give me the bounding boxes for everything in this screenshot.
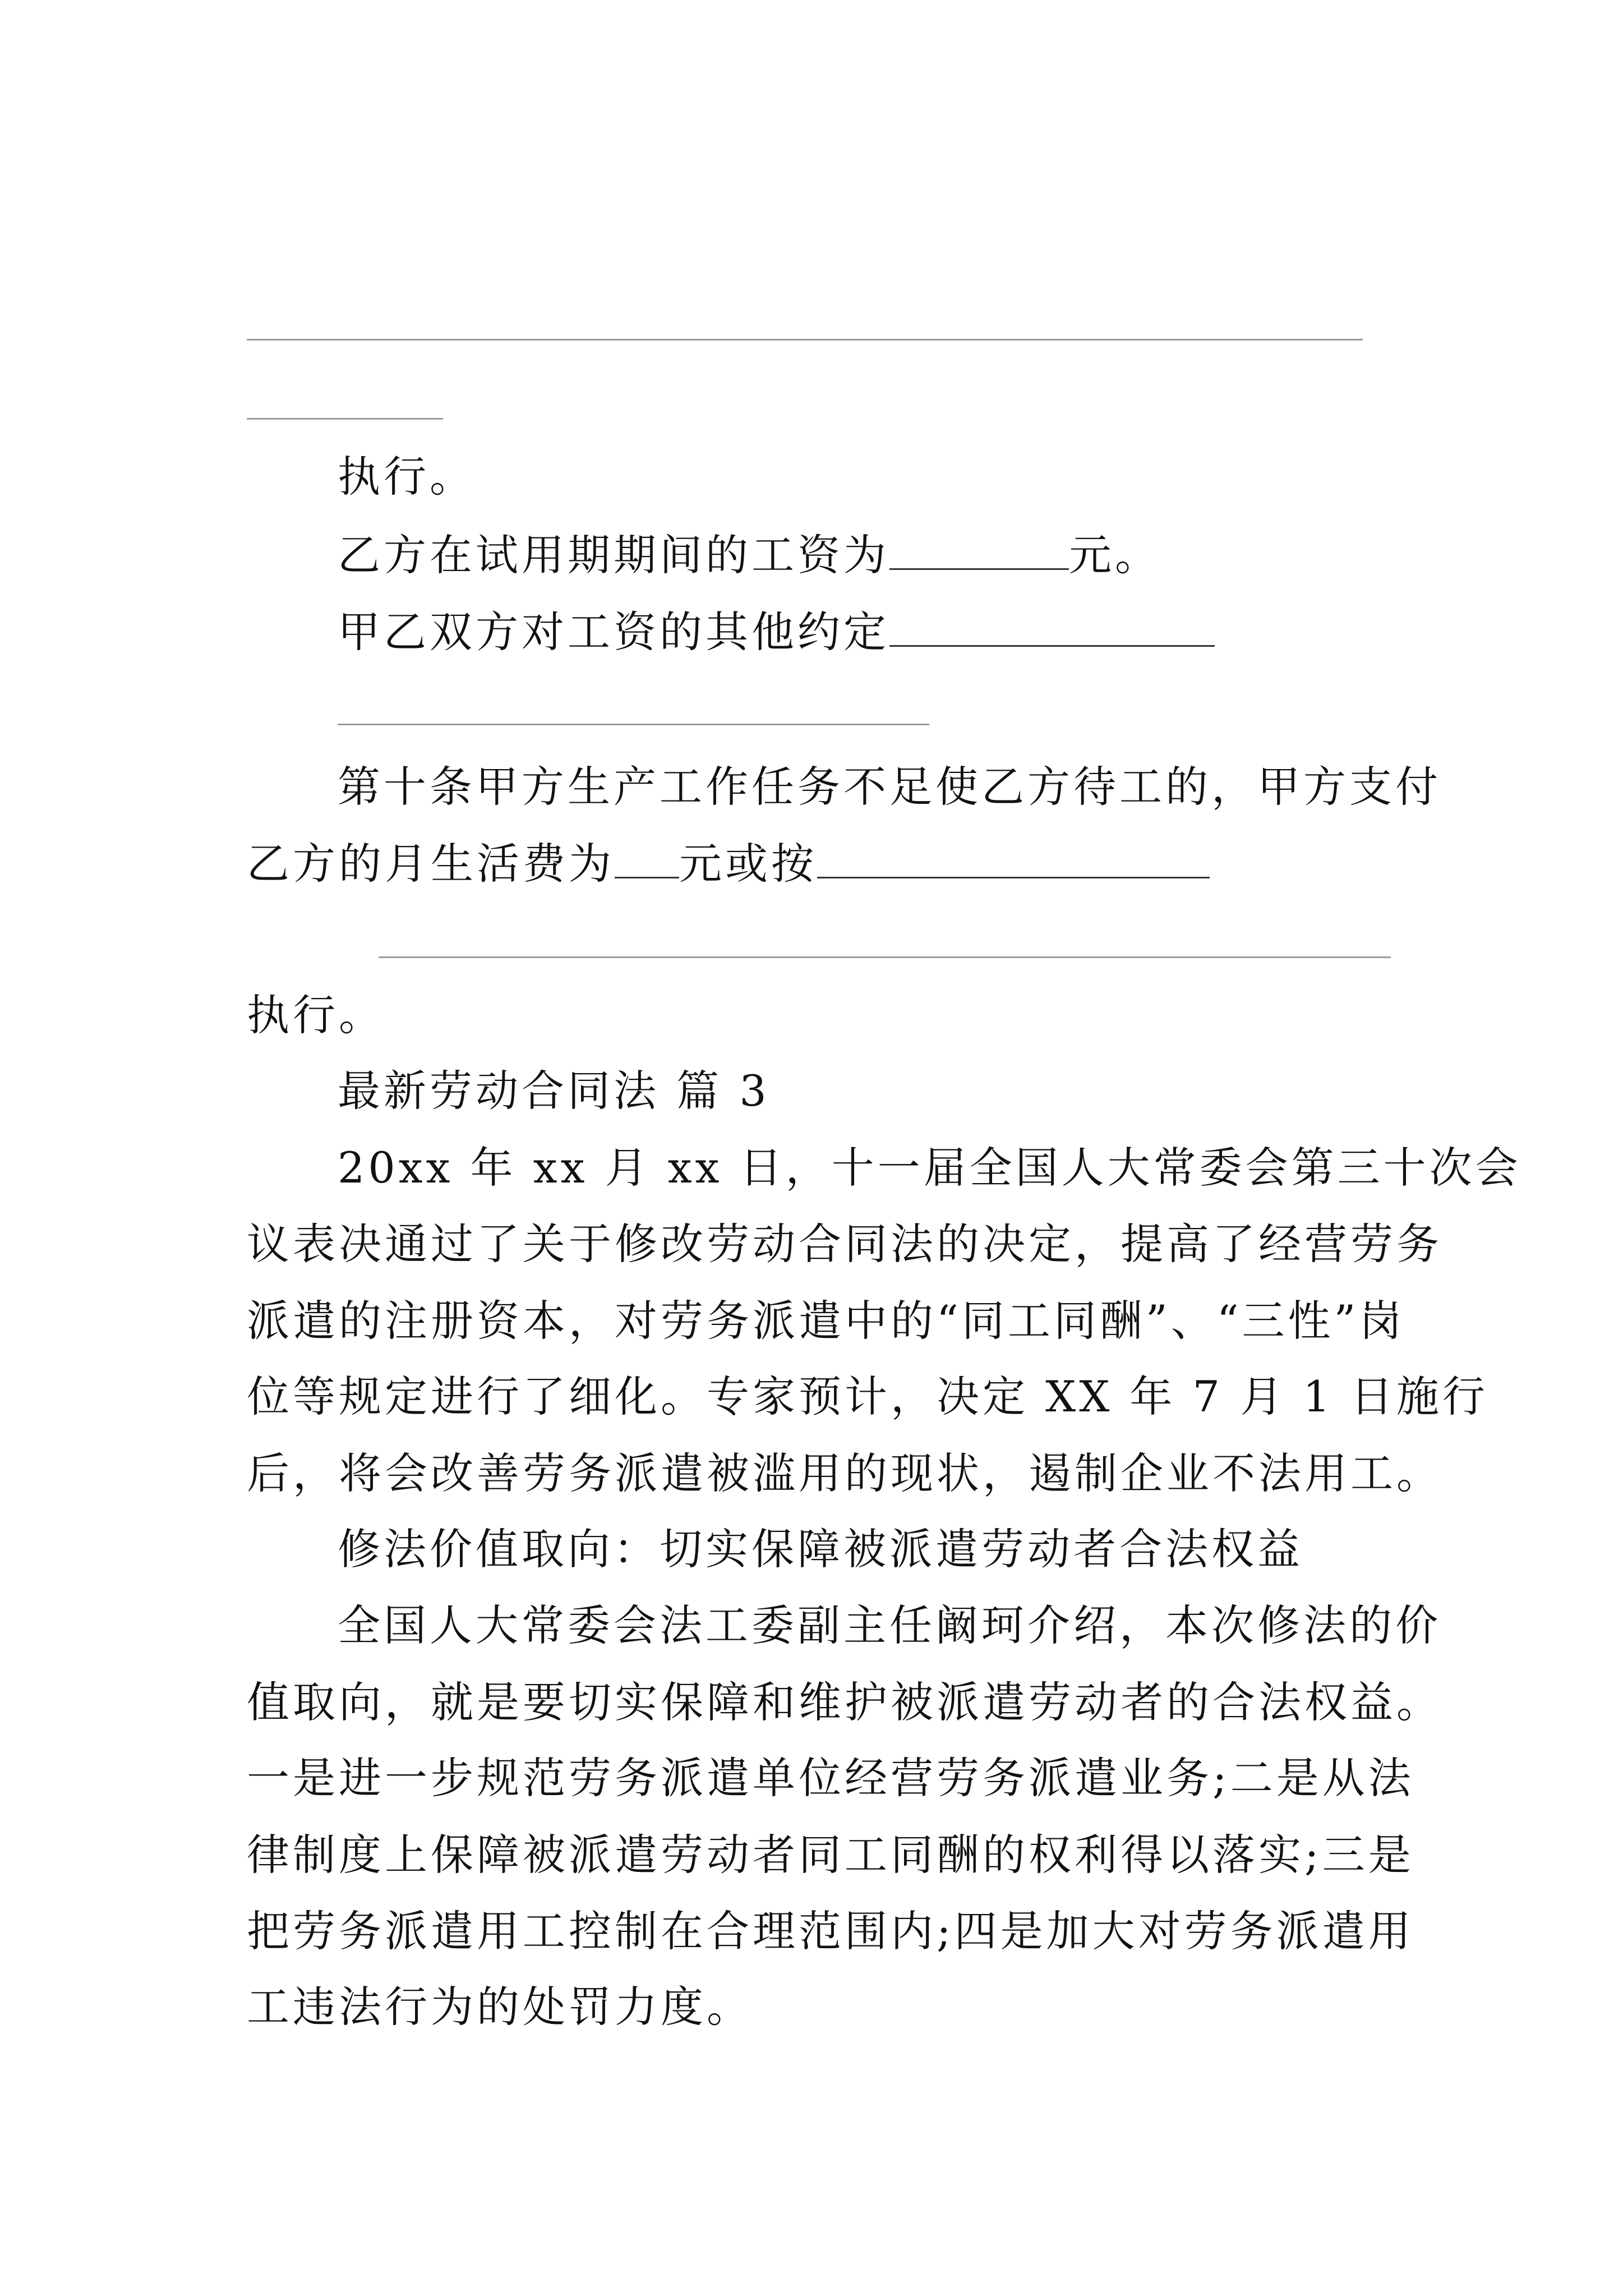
para2-line-4: 律制度上保障被派遣劳动者同工同酬的权利得以落实;三是 [247,1830,1414,1880]
subheading: 修法价值取向：切实保障被派遣劳动者合法权益 [338,1524,1303,1574]
para2-line-6: 工违法行为的处罚力度。 [247,1982,753,2032]
para1-line-2: 议表决通过了关于修改劳动合同法的决定，提高了经营劳务 [247,1219,1442,1269]
para1-line-3: 派遣的注册资本，对劳务派遣中的“同工同酬”、“三性”岗 [247,1296,1405,1346]
para2-line-3: 一是进一步规范劳务派遣单位经营劳务派遣业务;二是从法 [247,1753,1414,1803]
fill-line-top-long [247,339,1363,341]
other-salary-agreement-label: 甲乙双方对工资的其他约定 [338,607,889,657]
article-10-line-1: 第十条甲方生产工作任务不足使乙方待工的，甲方支付 [338,762,1441,812]
para2-line-2: 值取向，就是要切实保障和维护被派遣劳动者的合法权益。 [247,1677,1442,1727]
para1-line-1: 20xx 年 xx 月 xx 日，十一届全国人大常委会第三十次会 [338,1143,1521,1193]
para2-line-1: 全国人大常委会法工委副主任阚珂介绍，本次修法的价 [338,1600,1441,1650]
probation-salary-label: 乙方在试用期期间的工资为 [338,530,889,580]
para1-line-5: 后，将会改善劳务派遣被滥用的现状，遏制企业不法用工。 [247,1448,1442,1498]
para2-line-5: 把劳务派遣用工控制在合理范围内;四是加大对劳务派遣用 [247,1906,1414,1956]
probation-salary-blank [889,533,1069,570]
living-expense-method-blank [817,842,1210,878]
living-expense-unit: 元或按 [679,839,817,889]
article-10-line-2 [247,836,1210,892]
section-heading: 最新劳动合同法 篇 3 [338,1066,770,1116]
living-expense-blank [615,842,679,878]
text-execute-2: 执行。 [247,990,385,1040]
living-expense-label: 乙方的月生活费为 [247,839,615,889]
para1-line-4: 位等规定进行了细化。专家预计，决定 XX 年 7 月 1 日施行 [247,1372,1488,1421]
fill-line-top-short [247,418,443,420]
fill-line-lower [379,956,1391,958]
probation-salary-unit: 元。 [1069,530,1161,580]
fill-line-mid [338,724,929,725]
other-salary-agreement-blank [889,610,1215,647]
text-execute-1: 执行。 [338,452,476,501]
probation-salary-line [338,527,1161,583]
other-salary-agreement-line [338,604,1215,660]
